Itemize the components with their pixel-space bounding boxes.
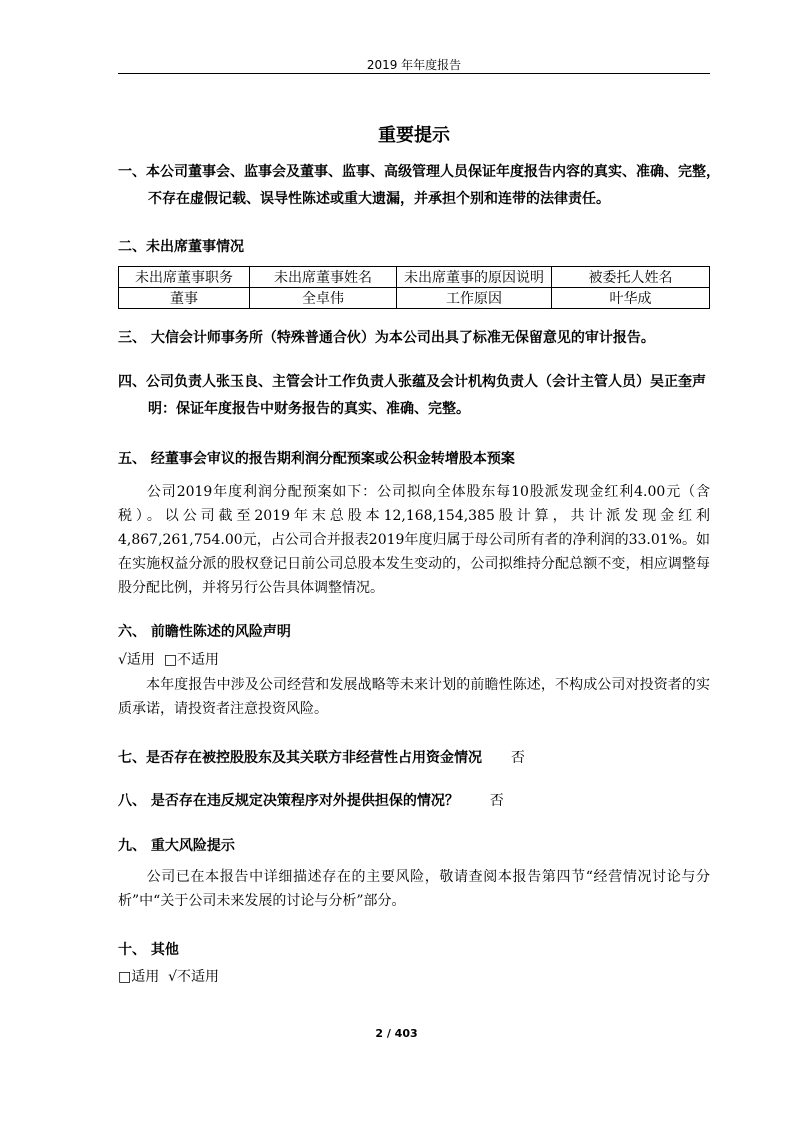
table-header-cell: 未出席董事职务	[119, 267, 250, 288]
section-7-heading: 七、是否存在被控股股东及其关联方非经营性占用资金情况	[118, 750, 482, 766]
section-1-line1: 一、本公司董事会、监事会及董事、监事、高级管理人员保证年度报告内容的真实、准确、完整，	[118, 164, 720, 180]
applicable-option: √适用	[118, 652, 155, 668]
risk-statement-text: 本年度报告中涉及公司经营和发展战略等未来计划的前瞻性陈述，不构成公司对投资者的实质承诺，请投资者注意投资风险。	[118, 677, 710, 717]
section-9-heading: 九、 重大风险提示	[118, 838, 235, 854]
major-risk-text: 公司已在本报告中详细描述存在的主要风险，敬请查阅本报告第四节“经营情况讨论与分析”中“关于公司未来发展的讨论与分析”部分。	[118, 869, 710, 909]
table-header-row	[119, 267, 710, 288]
table-cell: 董事	[119, 288, 250, 309]
section-6-options	[118, 648, 710, 672]
section-1	[118, 159, 718, 213]
section-10-options	[118, 965, 710, 989]
section-5-heading: 五、 经董事会审议的报告期利润分配预案或公积金转增股本预案	[118, 451, 515, 467]
section-4	[118, 369, 718, 423]
table-cell: 全卓伟	[250, 288, 397, 309]
section-10-heading: 十、 其他	[118, 942, 179, 958]
section-6-heading: 六、 前瞻性陈述的风险声明	[118, 624, 291, 640]
section-4-line1: 四、公司负责人张玉良、主管会计工作负责人张蕴及会计机构负责人（会计主管人员）吴正奎声	[118, 374, 706, 390]
section-9-body	[118, 865, 710, 913]
section-1-line2: 不存在虚假记载、误导性陈述或重大遗漏，并承担个别和连带的法律责任。	[148, 191, 610, 207]
table-header-cell: 未出席董事的原因说明	[397, 267, 552, 288]
header-divider	[118, 73, 710, 74]
section-4-line2: 明：保证年度报告中财务报告的真实、准确、完整。	[148, 401, 470, 417]
section-8-heading: 八、 是否存在违反规定决策程序对外提供担保的情况？	[118, 793, 459, 809]
running-header: 2019 年年度报告	[366, 58, 462, 72]
section-7-answer: 否	[510, 750, 525, 766]
dividend-plan-text: 公司2019年度利润分配预案如下：公司拟向全体股东每10股派发现金红利4.00元（含税）。以公司截至2019年末总股本12,168,154,385股计算，共计派发现金红利4,867,261,754.00元，占公司合并报表2019年度归属于母公司所有者的净利润的33.01%。如在实施权益分派的股权登记日前公司总股本发生变动的，公司拟维持分配总额不变，相应调整每股分配比例，并将另行公告具体调整情况。	[118, 484, 710, 596]
section-6-body	[118, 673, 710, 721]
table-header-cell: 未出席董事姓名	[250, 267, 397, 288]
page-title: 重要提示	[378, 125, 450, 146]
table-header-cell: 被委托人姓名	[552, 267, 710, 288]
section-2-heading: 二、未出席董事情况	[118, 239, 244, 255]
table-row	[119, 288, 710, 309]
section-7	[118, 745, 718, 772]
table-cell: 工作原因	[397, 288, 552, 309]
absent-directors-table	[118, 266, 710, 309]
not-applicable-option: □不适用	[163, 652, 220, 668]
not-applicable-option: √不适用	[168, 969, 220, 985]
page-number: 2 / 403	[375, 1027, 418, 1040]
section-8	[118, 788, 718, 815]
section-3-heading: 三、 大信会计师事务所（特殊普通合伙）为本公司出具了标准无保留意见的审计报告。	[118, 330, 655, 346]
applicable-option: □适用	[118, 969, 160, 985]
section-5-body	[118, 480, 710, 600]
table-cell: 叶华成	[552, 288, 710, 309]
section-8-answer: 否	[489, 793, 504, 809]
